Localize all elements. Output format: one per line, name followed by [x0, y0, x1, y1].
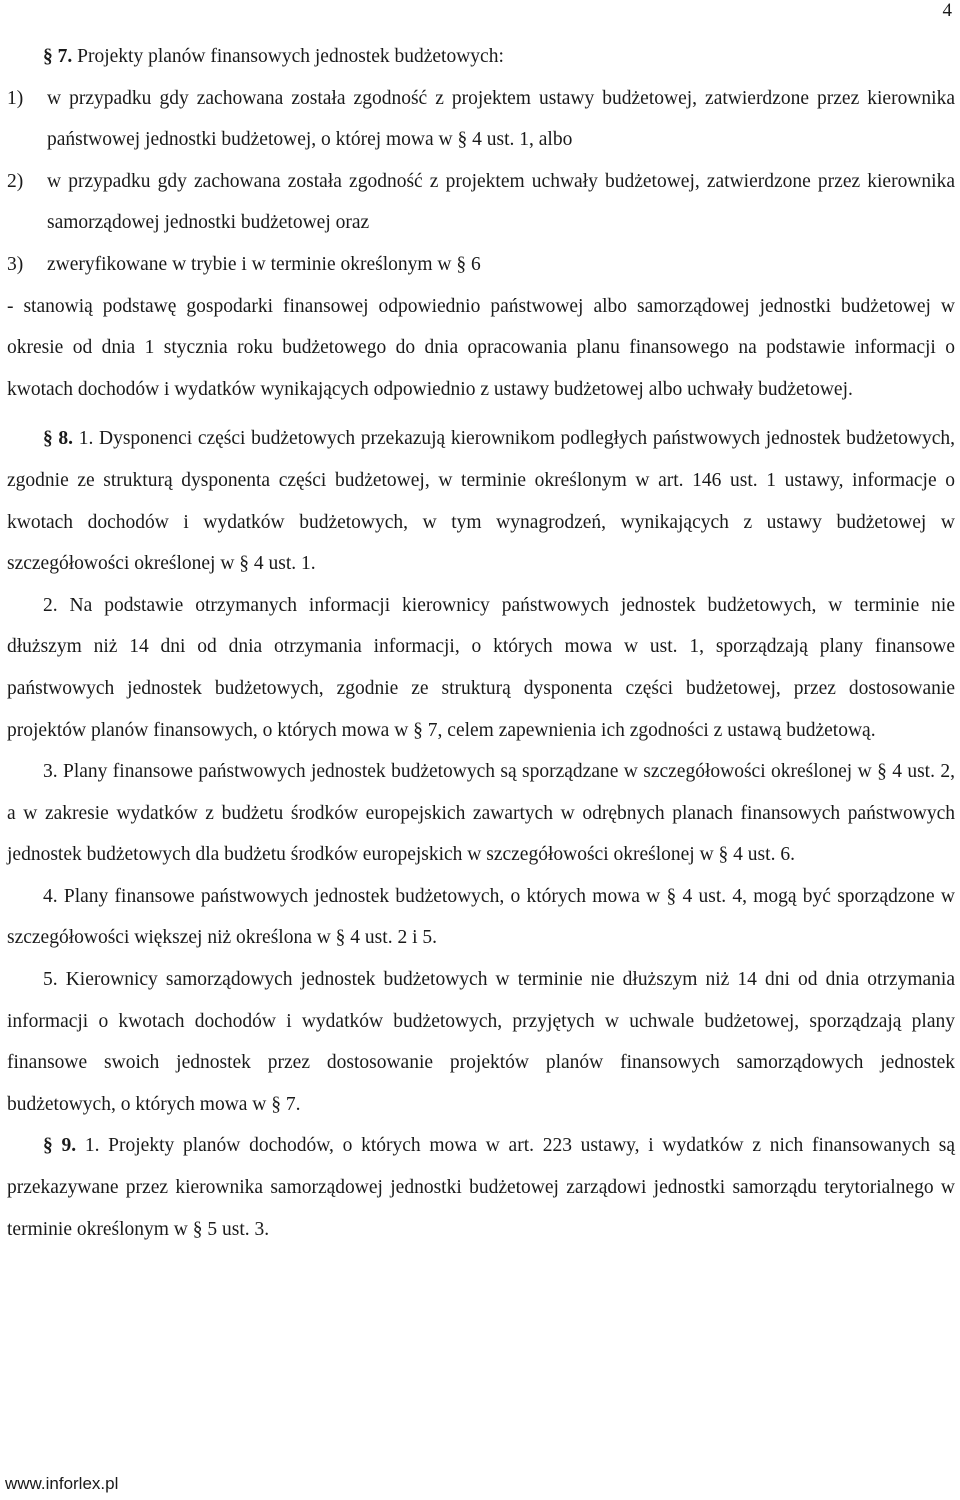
page-number: 4	[942, 0, 952, 21]
section-9-paragraph-1	[7, 1125, 955, 1250]
list-item-text: w przypadku gdy zachowana została zgodność z projektem uchwały budżetowej, zatwierdzone przez kierownika samorządowej jednostki budżetowej oraz	[47, 170, 955, 234]
section-8-paragraph-3: 3. Plany finansowe państwowych jednostek budżetowych są sporządzane w szczegółowości określonej w § 4 ust. 2, a w zakresie wydatków z budżetu środków europejskich zawartych w odrębnych planach finansowych państwowych jednostek budżetowych dla budżetu środków europejskich w szczegółowości określonej w § 4 ust. 6.	[7, 761, 955, 866]
section-8-paragraph-2: 2. Na podstawie otrzymanych informacji kierownicy państwowych jednostek budżetowych, w terminie nie dłuższym niż 14 dni od dnia otrzymania informacji, o których mowa w ust. 1, sporządzają plany finansowe państwowych jednostek budżetowych, zgodnie ze strukturą dysponenta części budżetowej, przez dostosowanie projektów planów finansowych, o których mowa w § 7, celem zapewnienia ich zgodności z ustawą budżetową.	[7, 594, 955, 741]
section-8-mark: § 8.	[43, 428, 74, 450]
section-8-paragraph-1	[7, 418, 955, 584]
list-item	[7, 78, 955, 161]
list-item-number: 1)	[7, 87, 24, 109]
list-item	[7, 161, 955, 244]
list-item-text: zweryfikowane w trybie i w terminie określonym w § 6	[47, 253, 481, 275]
section-8-p1-text: 1. Dysponenci części budżetowych przekazują kierownikom podległych państwowych jednostek budżetowych, zgodnie ze strukturą dysponenta części budżetowej, w terminie określonym w art. 146 ust. 1 ustawy, informacje o kwotach dochodów i wydatków budżetowych, w tym wynagrodzeń, wynikających z ustawy budżetowej w szczegółowości określonej w § 4 ust. 1.	[7, 428, 955, 575]
section-8-paragraph-5: 5. Kierownicy samorządowych jednostek budżetowych w terminie nie dłuższym niż 14 dni od dnia otrzymania informacji o kwotach dochodów i wydatków budżetowych, przyjętych w uchwale budżetowej, sporządzają plany finansowe swoich jednostek przez dostosowanie projektów planów finansowych samorządowych jednostek budżetowych, o których mowa w § 7.	[7, 969, 955, 1115]
section-9-mark: § 9.	[43, 1135, 77, 1157]
section-7-closing: - stanowią podstawę gospodarki finansowej odpowiednio państwowej albo samorządowej jednostki budżetowej w okresie od dnia 1 stycznia roku budżetowego do dnia opracowania planu finansowego na podstawie informacji o kwotach dochodów i wydatków wynikających odpowiednio z ustawy budżetowej albo uchwały budżetowej.	[7, 295, 955, 400]
document-body	[7, 36, 955, 1250]
list-item-number: 3)	[7, 253, 24, 275]
list-item-text: w przypadku gdy zachowana została zgodność z projektem ustawy budżetowej, zatwierdzone przez kierownika państwowej jednostki budżetowej, o której mowa w § 4 ust. 1, albo	[47, 87, 955, 151]
list-item	[7, 244, 955, 286]
footer-url[interactable]: www.inforlex.pl	[5, 1474, 119, 1493]
section-7-title: Projekty planów finansowych jednostek budżetowych:	[77, 46, 504, 67]
list-item-number: 2)	[7, 170, 24, 192]
section-9-p1-text: 1. Projekty planów dochodów, o których mowa w art. 223 ustawy, i wydatków z nich finansowanych są przekazywane przez kierownika samorządowej jednostki budżetowej zarządowi jednostki samorządu terytorialnego w terminie określonym w § 5 ust. 3.	[7, 1135, 955, 1240]
section-7-heading	[7, 36, 955, 78]
section-8-paragraph-4: 4. Plany finansowe państwowych jednostek budżetowych, o których mowa w § 4 ust. 4, mogą być sporządzone w szczegółowości większej niż określona w § 4 ust. 2 i 5.	[7, 885, 955, 949]
section-7-mark: § 7.	[43, 46, 73, 67]
